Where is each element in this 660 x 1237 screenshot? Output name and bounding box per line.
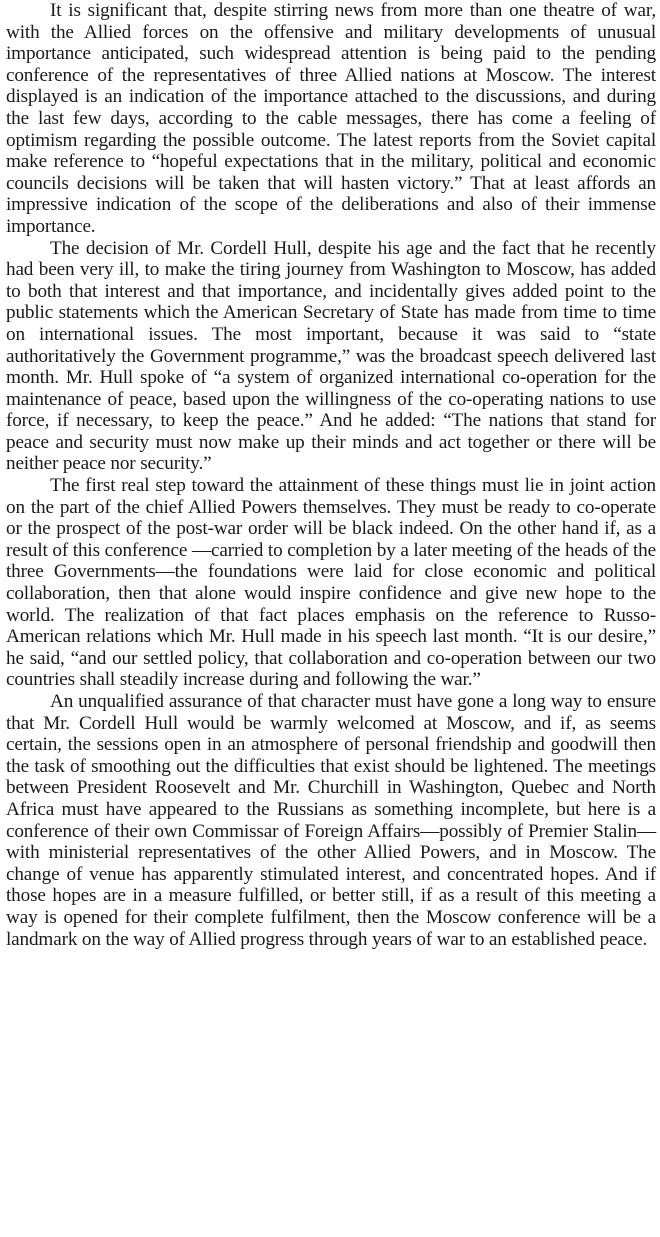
editorial-paragraph-3: The first real step toward the attainment of these things must lie in joint action on the part of the chief Allied Powers themselves. They must be ready to co-operate or the prospect of the post-war order will be black indeed. On the other hand if, as a result of this conference —carried to completion by a later meeting of the heads of the three Governments—the foundations were laid for close economic and political collaboration, then that alone would inspire confidence and give new hope to the world. The realization of that fact places emphasis on the reference to Russo-American relations which Mr. Hull made in his speech last month. “It is our desire,” he said, “and our settled policy, that collaboration and co-operation between our two countries shall steadily increase during and following the war.” (6, 475, 656, 691)
editorial-paragraph-2: The decision of Mr. Cordell Hull, despite his age and the fact that he recently had been very ill, to make the tiring journey from Washington to Moscow, has added to both that interest and that importance, and incidentally gives added point to the public statements which the American Secretary of State has made from time to time on international issues. The most important, because it was said to “state authoritatively the Government programme,” was the broadcast speech delivered last month. Mr. Hull spoke of “a system of organized international co-operation for the maintenance of peace, based upon the willingness of the co-operating nations to use force, if necessary, to keep the peace.” And he added: “The nations that stand for peace and security must now make up their minds and act together or there will be neither peace nor security.” (6, 237, 656, 475)
editorial-paragraph-4: An unqualified assurance of that character must have gone a long way to ensure that Mr. Cordell Hull would be warmly welcomed at Moscow, and if, as seems certain, the sessions open in an atmosphere of personal friendship and goodwill then the task of smoothing out the difficulties that exist should be lightened. The meetings between President Roosevelt and Mr. Churchill in Washington, Quebec and North Africa must have appeared to the Russians as something incomplete, but here is a conference of their own Commissar of Foreign Affairs—possibly of Premier Stalin—with ministerial representatives of the other Allied Powers, and in Moscow. The change of venue has apparently stimulated interest, and concentrated hopes. And if those hopes are in a measure fulfilled, or better still, if as a result of this meeting a way is opened for their complete fulfilment, then the Moscow conference will be a landmark on the way of Allied progress through years of war to an established peace. (6, 691, 656, 950)
editorial-paragraph-1: It is significant that, despite stirring news from more than one theatre of war, with the Allied forces on the offensive and military developments of unusual importance anticipated, such widespread attention is being paid to the pending conference of the representatives of three Allied nations at Moscow. The interest displayed is an indication of the importance attached to the discussions, and during the last few days, according to the cable messages, there has come a feeling of optimism regarding the possible outcome. The latest reports from the Soviet capital make reference to “hopeful expectations that in the military, political and economic councils decisions will be taken that will hasten victory.” That at least affords an impressive indication of the scope of the deliberations and also of their immense importance. (6, 0, 656, 237)
newspaper-editorial (6, 0, 656, 1237)
